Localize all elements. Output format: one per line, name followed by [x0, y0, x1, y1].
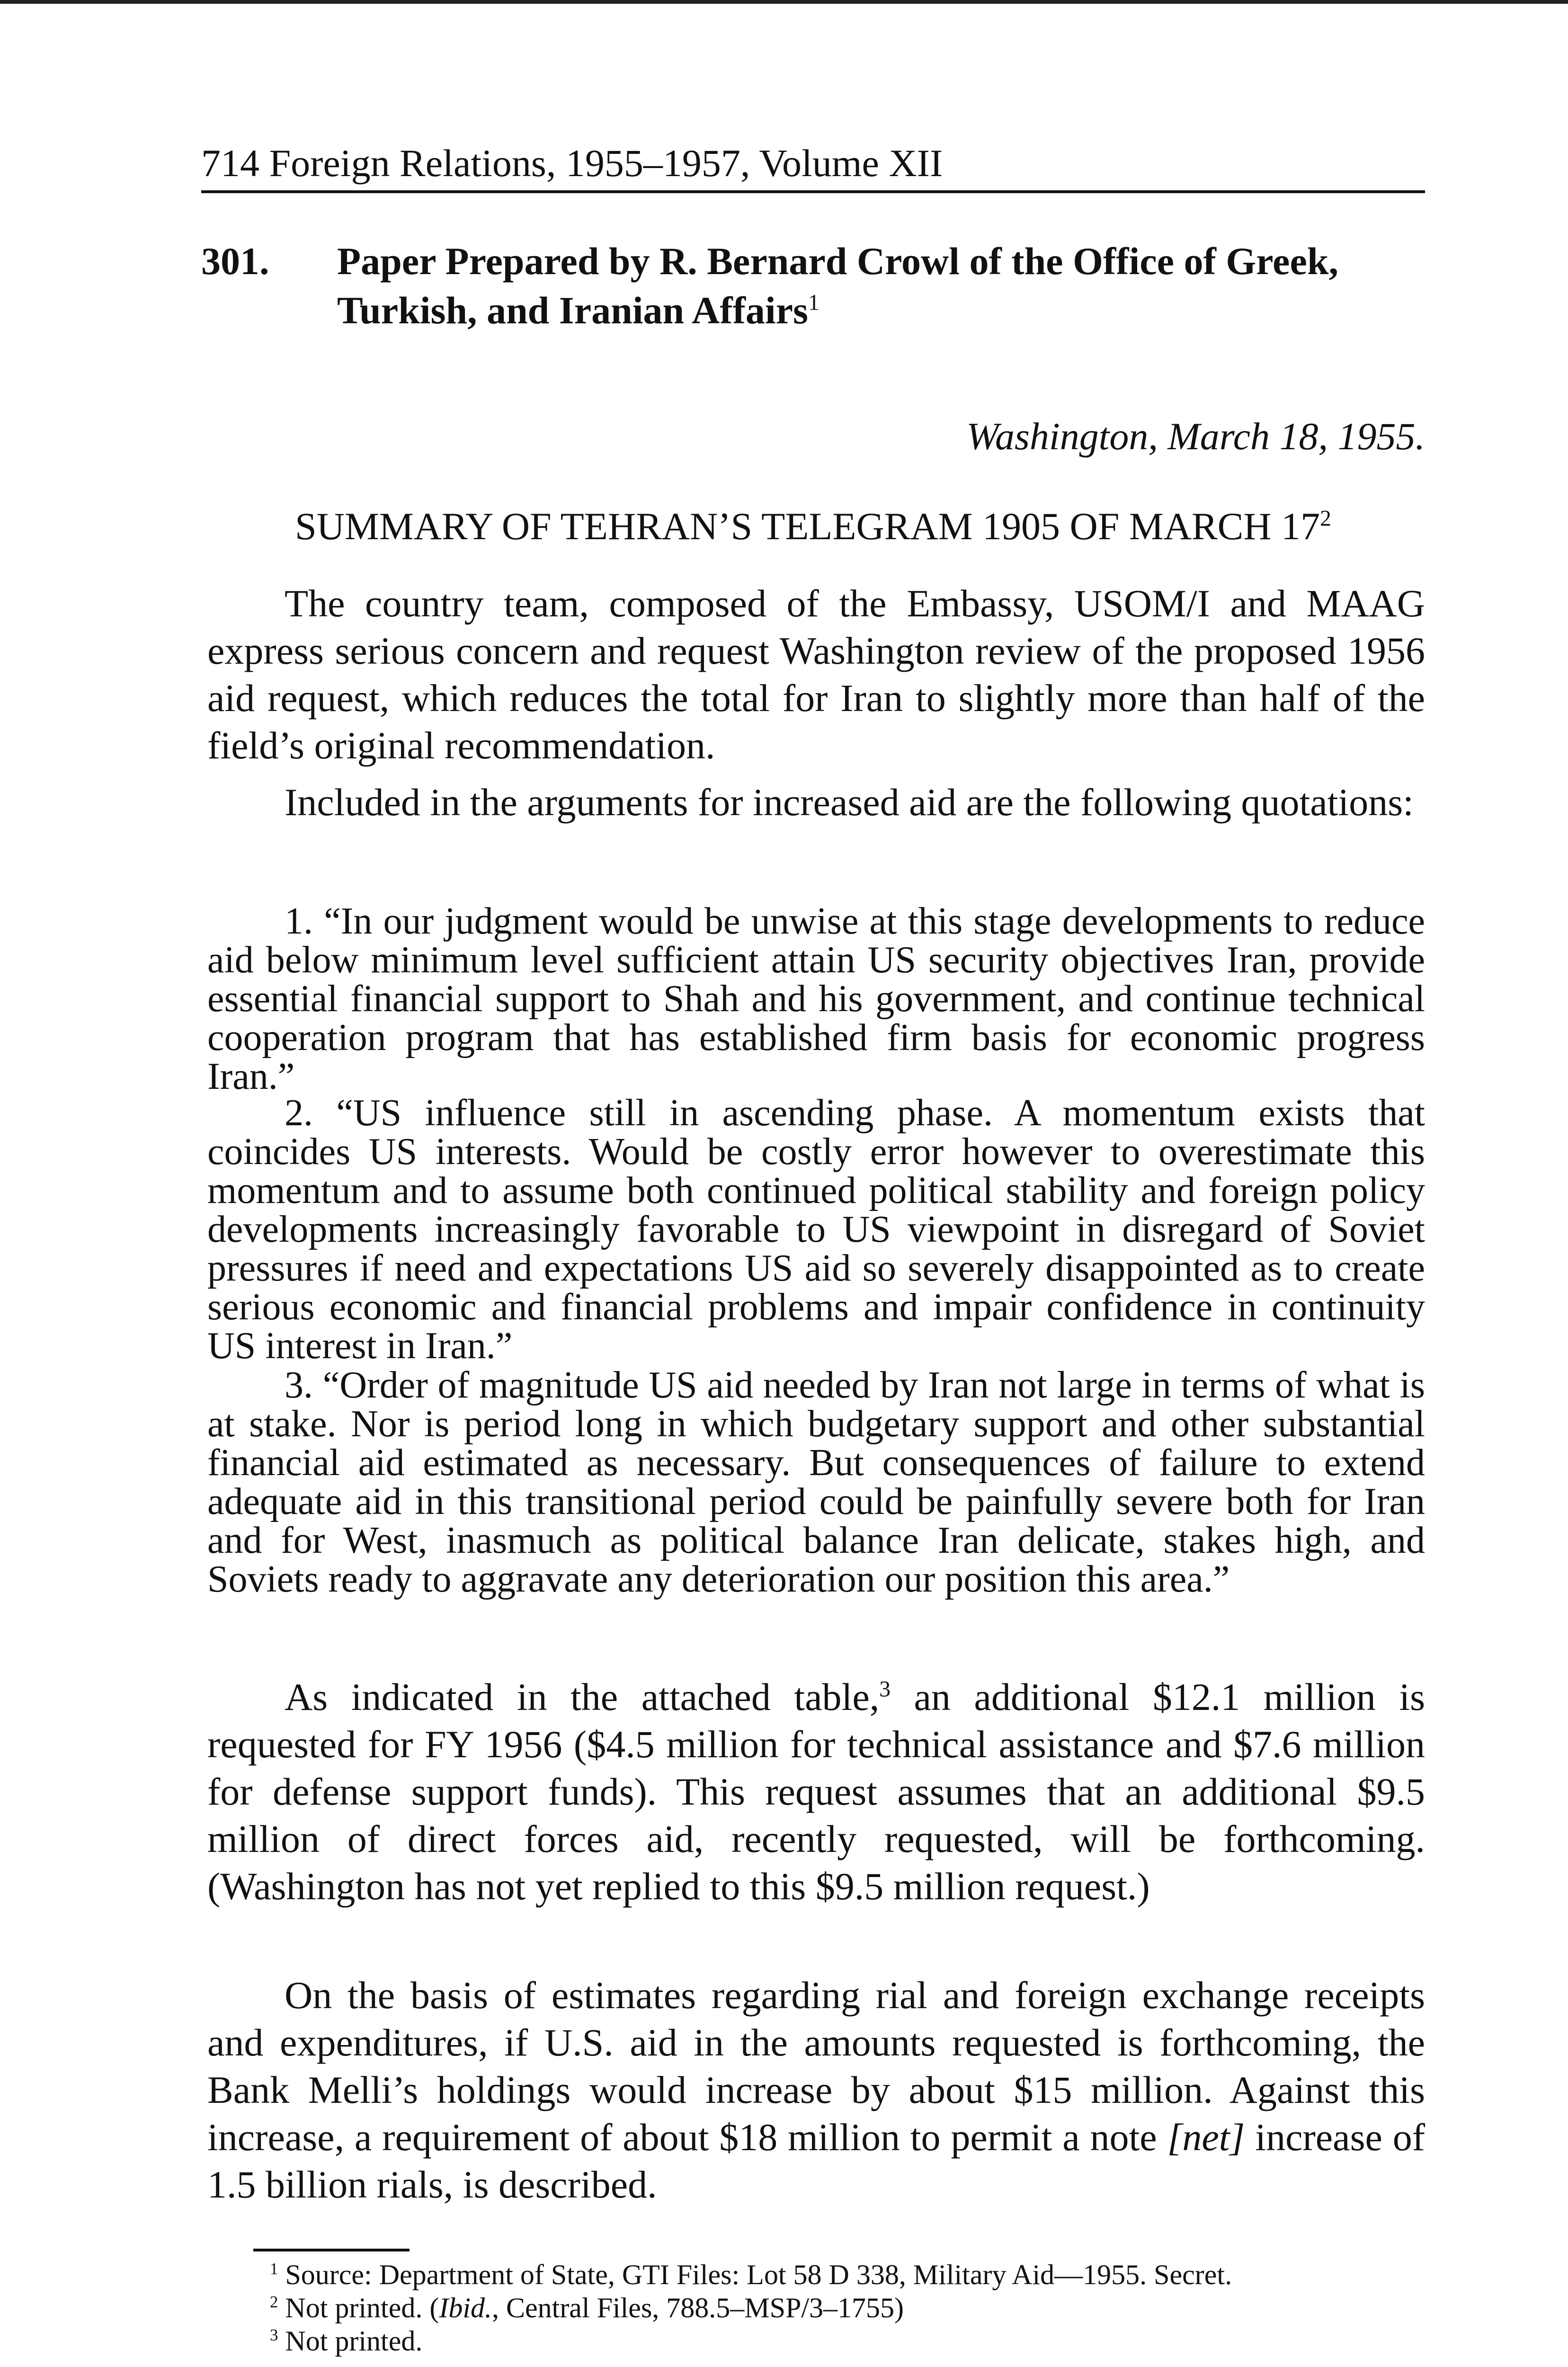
footnote-2-text-a: Not printed. (	[285, 2292, 439, 2323]
footnote-1-text: Source: Department of State, GTI Files: Lot 58 D 338, Military Aid—1955. Secret.	[285, 2259, 1232, 2290]
footnote-3-text: Not printed.	[285, 2325, 423, 2357]
document-title	[337, 237, 1426, 335]
paragraph-2: Included in the arguments for increased aid are the following quotations:	[285, 781, 1414, 824]
footnote-3	[270, 2324, 1425, 2358]
footnote-2-text-b: , Central Files, 788.5–MSP/3–1755)	[492, 2292, 904, 2323]
footnote-ref-3: 3	[879, 1677, 891, 1702]
paragraph-4	[207, 1972, 1425, 2208]
footnote-mark-2: 2	[270, 2293, 278, 2311]
paragraph-1: The country team, composed of the Embassy, USOM/I and MAAG express serious concern and request Washington review of the proposed 1956 aid request, which reduces the total for Iran to slightly more than half of the field’s original recommendation.	[207, 582, 1425, 767]
quotation-2: 2. “US influence still in ascending phase. A momentum exists that coincides US interests. Would be costly error however to overestimate this momentum and to assume both continued political stability and foreign policy developments increasingly favorable to US viewpoint in disregard of Soviet pressures if need and expectations US aid so severely disappointed as to create serious economic and financial problems and impair confidence in continuity US interest in Iran.”	[207, 1092, 1425, 1367]
paragraph-3-rest: an additional $12.1 million is requested for FY 1956 ($4.5 million for technical assistance and $7.6 million for defense support funds). This request assumes that an additional $9.5 million of direct forces aid, recently requested, will be forthcoming. (Washington has not yet replied to this $9.5 million request.)	[207, 1675, 1425, 1908]
summary-heading-text: SUMMARY OF TEHRAN’S TELEGRAM 1905 OF MARCH 17	[295, 505, 1320, 548]
footnote-mark-1: 1	[270, 2260, 278, 2278]
paragraph-4-lead: On the basis of estimates regarding rial and foreign exchange receipts and expenditures, if U.S. aid in the amounts requested is forthcoming, the Bank Melli’s holdings would increase by about $15 million. Against this increase, a requirement of about $18 million to permit a note	[207, 1974, 1425, 2159]
paragraph-3-lead: As indicated in the attached table,	[285, 1675, 880, 1718]
running-head-rule	[201, 190, 1425, 193]
footnote-2-ibid: Ibid.	[439, 2292, 492, 2323]
footnotes	[270, 2258, 1425, 2358]
document-title-text: Paper Prepared by R. Bernard Crowl of the Office of Greek, Turkish, and Iranian Affairs	[337, 240, 1338, 332]
footnote-ref-2: 2	[1320, 506, 1331, 531]
footnote-1	[270, 2258, 1425, 2291]
footnote-rule	[253, 2249, 410, 2251]
document-number: 301.	[201, 240, 269, 283]
summary-heading	[201, 502, 1425, 551]
editorial-insertion: [net]	[1167, 2116, 1245, 2159]
quotation-3: 3. “Order of magnitude US aid needed by Iran not large in terms of what is at stake. Nor is period long in which budgetary support and other substantial financial aid estimated as necessary. But consequences of failure to extend adequate aid in this transitional period could be painfully severe both for Iran and for West, inasmuch as political balance Iran delicate, stakes high, and Soviets ready to aggravate any deterioration our position this area.”	[207, 1364, 1425, 1600]
page-top-edge	[0, 0, 1568, 4]
running-head: 714 Foreign Relations, 1955–1957, Volume XII	[201, 142, 943, 185]
footnote-2	[270, 2291, 1425, 2324]
paragraph-4-rest: increase of 1.5 billion rials, is described.	[207, 2116, 1425, 2206]
footnote-ref-1: 1	[808, 290, 820, 315]
paragraph-3	[207, 1673, 1425, 1910]
dateline: Washington, March 18, 1955.	[966, 415, 1425, 458]
quotation-1: 1. “In our judgment would be unwise at this stage developments to reduce aid below minimum level sufficient attain US security objectives Iran, provide essential financial support to Shah and his government, and continue technical cooperation program that has established firm basis for economic progress Iran.”	[207, 900, 1425, 1097]
footnote-mark-3: 3	[270, 2326, 278, 2344]
